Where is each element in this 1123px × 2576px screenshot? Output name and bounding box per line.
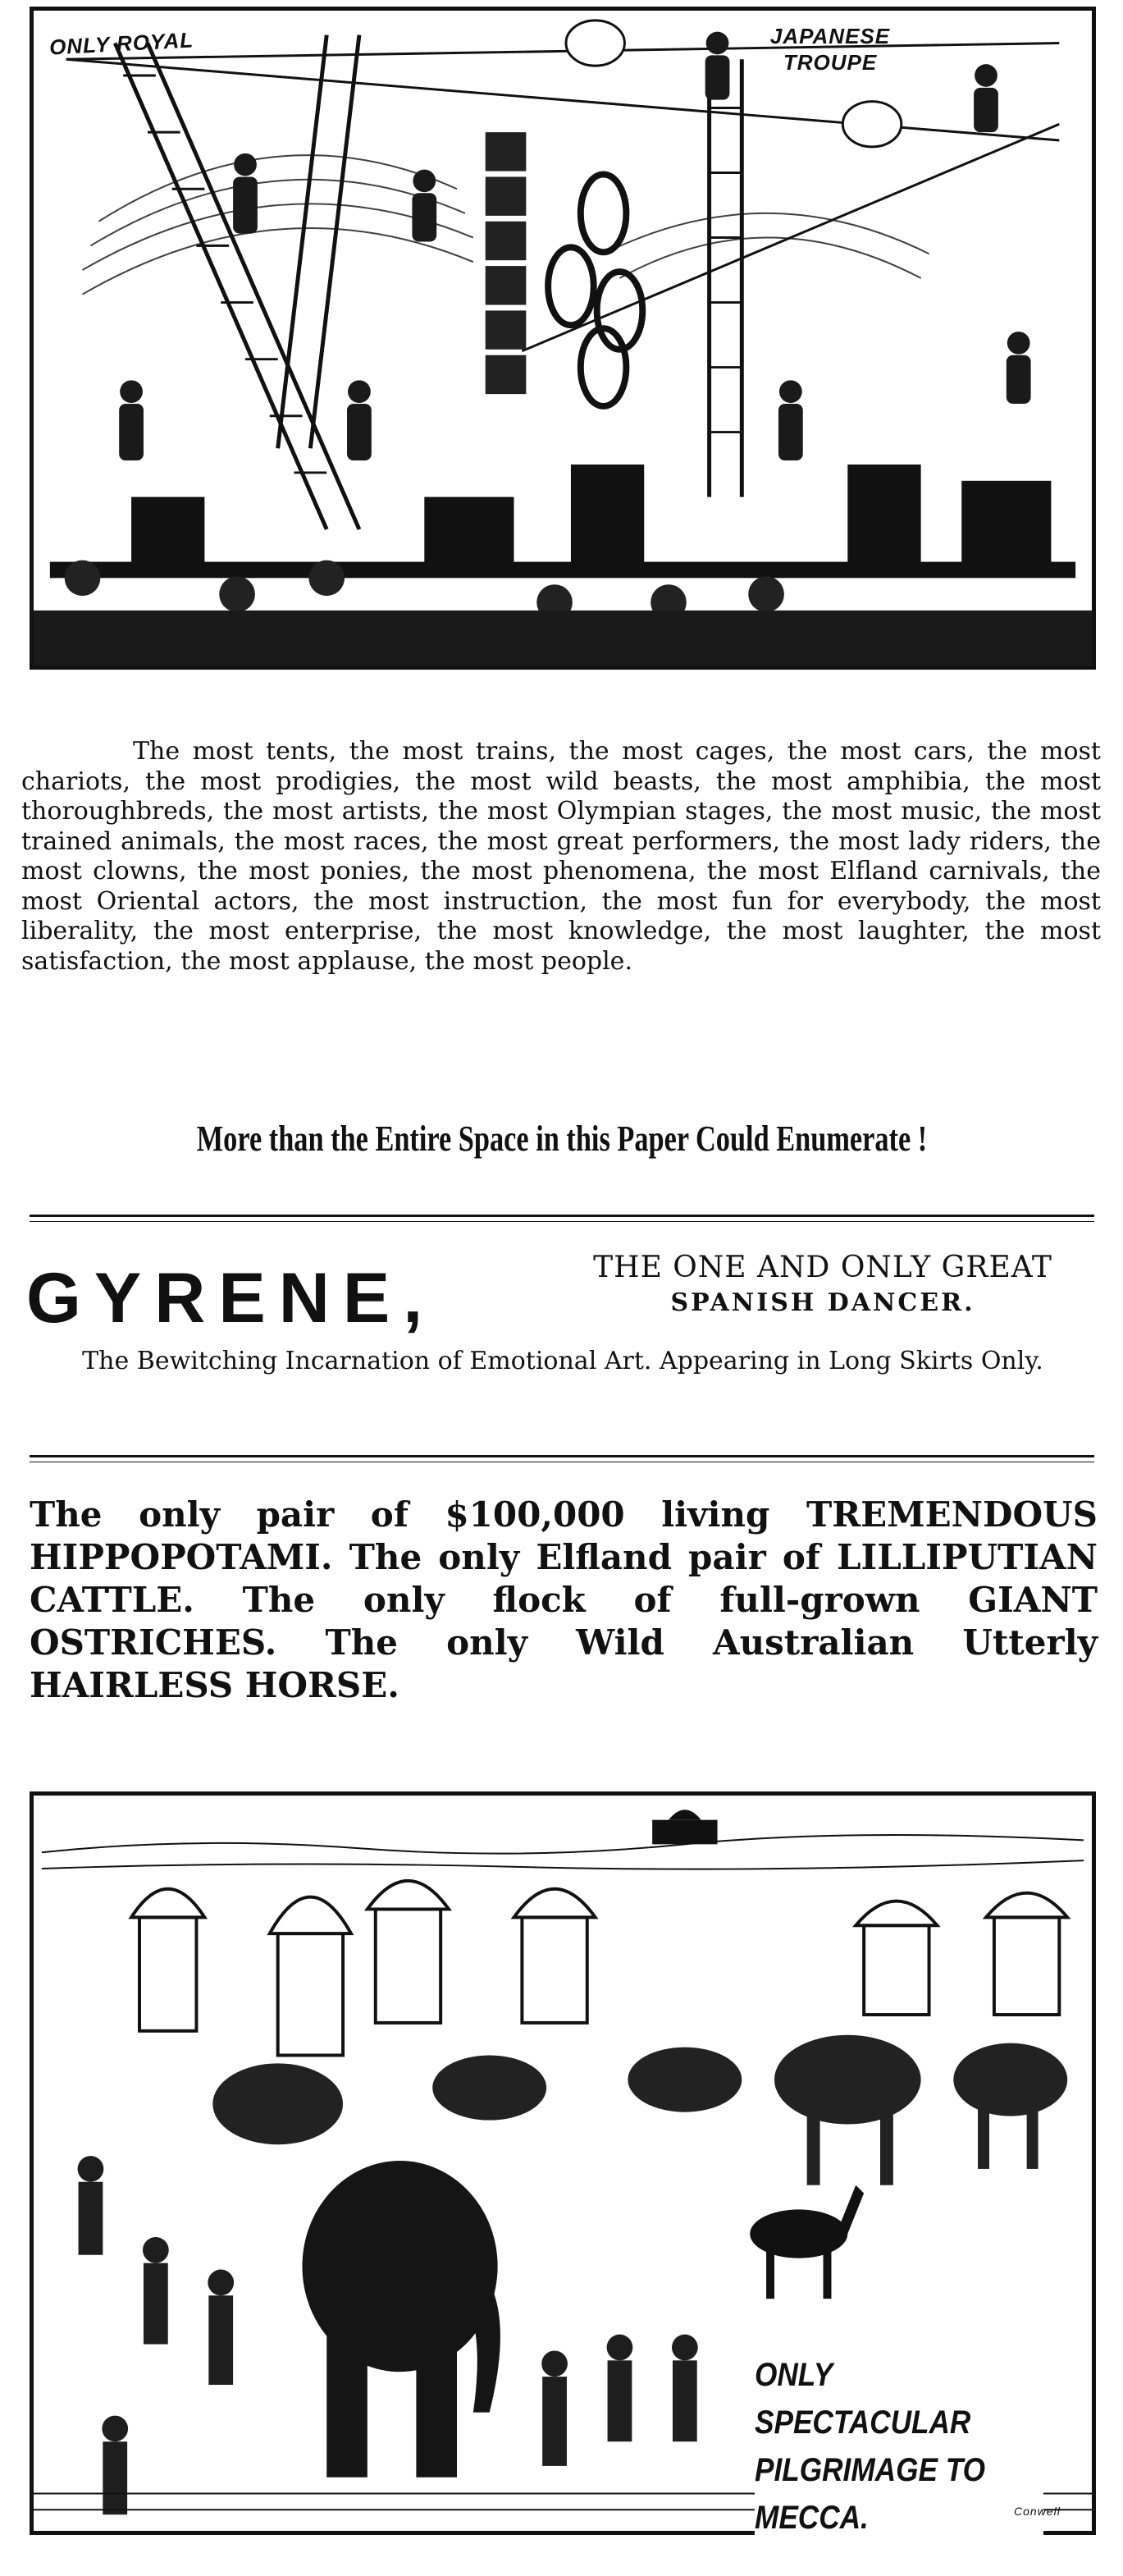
divider-rule [30,1455,1094,1457]
enumerate-headline: More than the Entire Space in this Paper Could Enumerate ! [196,1119,928,1159]
artist-signature: Conwell [1014,2505,1061,2518]
divider-rule [30,1215,1094,1217]
menagerie-paragraph: The only pair of $100,000 living TREMENDOUS HIPPOPOTAMI. The only Elfland pair of LILLIPUTIAN CATTLE. The only flock of full-grown GIANT OSTRICHES. The only Wild Australian Utterly HAIRLESS HORSE. [30,1494,1098,1705]
gyrene-tagline: THE ONE AND ONLY GREAT [593,1251,1052,1284]
gyrene-name: GYRENE, [26,1259,436,1338]
gyrene-subtagline: SPANISH DANCER. [670,1288,975,1317]
mecca-caption: ONLY SPECTACULAR PILGRIMAGE TO MECCA. [755,2351,1043,2542]
gyrene-description: The Bewitching Incarnation of Emotional Art. Appearing in Long Skirts Only. [82,1347,1043,1375]
most-list-paragraph: The most tents, the most trains, the most cages, the most cars, the most chariots, the most prodigies, the most wild beasts, the most amphibia, the most thoroughbreds, the most artists, the most Olympian stages, the most music, the most trained animals, the most races, the most great performers, the most lady riders, the most clowns, the most ponies, the most phenomena, the most Elfland carnivals, the most Oriental actors, the most instruction, the most fun for everybody, the most liberality, the most enterprise, the most knowledge, the most laughter, the most satisfaction, the most applause, the most people. [21,737,1101,976]
japanese-troupe-illustration [30,7,1096,670]
japanese-troupe-caption: JAPANESE TROUPE [769,24,891,75]
only-royal-caption: ONLY ROYAL [48,27,194,60]
divider-rule-thin [30,1221,1094,1222]
acrobat-engraving [34,11,1092,666]
